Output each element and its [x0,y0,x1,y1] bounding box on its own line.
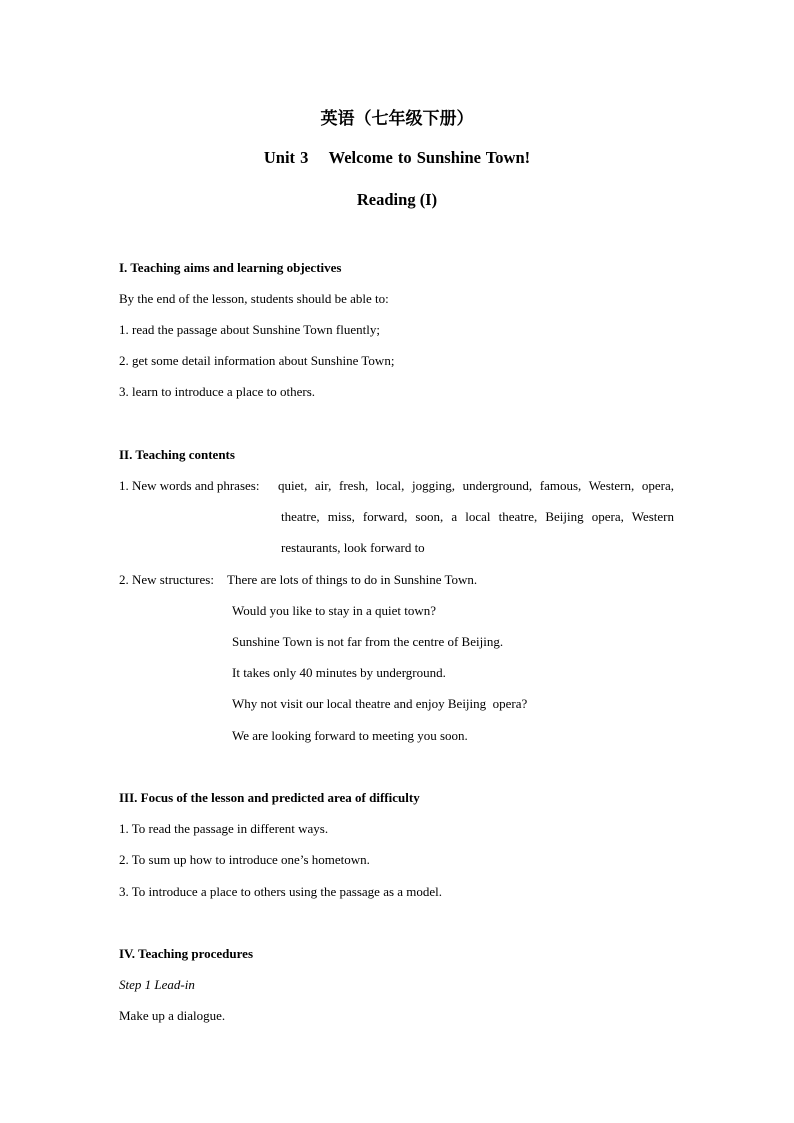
words-label: 1. New words and phrases: [119,478,260,493]
structure-item: There are lots of things to do in Sunshine Town. [227,572,478,587]
section3-heading: III. Focus of the lesson and predicted area of difficulty [119,790,420,805]
section1-item: 1. read the passage about Sunshine Town fluently; [119,322,380,337]
structure-item: We are looking forward to meeting you soon. [232,728,468,743]
section4-heading: IV. Teaching procedures [119,946,254,961]
step-text: Make up a dialogue. [119,1008,226,1023]
section1-item: 3. learn to introduce a place to others. [119,384,316,399]
words-line: quiet, air, fresh, local, jogging, underground, famous, Western, opera, [278,478,674,493]
section1-intro: By the end of the lesson, students should be able to: [119,291,389,306]
structure-item: Sunshine Town is not far from the centre of Beijing. [232,634,504,649]
section1-item: 2. get some detail information about Sunshine Town; [119,353,395,368]
structure-item: It takes only 40 minutes by underground. [232,665,446,680]
subject-title: 英语（七年级下册） [320,109,474,129]
words-line: restaurants, look forward to [281,540,425,555]
unit-title: Unit 3 Welcome to Sunshine Town! [263,148,531,167]
section3-item: 2. To sum up how to introduce one’s hometown. [119,852,370,867]
section3-item: 3. To introduce a place to others using the passage as a model. [119,884,443,899]
structures-label: 2. New structures: [119,572,214,587]
step-title: Step 1 Lead-in [119,977,195,992]
structure-item: Would you like to stay in a quiet town? [232,603,437,618]
section2-heading: II. Teaching contents [119,447,235,462]
section3-item: 1. To read the passage in different ways. [119,821,329,836]
section1-heading: I. Teaching aims and learning objectives [119,260,342,275]
words-line: theatre, miss, forward, soon, a local theatre, Beijing opera, Western [281,509,674,524]
lesson-title: Reading (I) [356,190,438,209]
structure-item: Why not visit our local theatre and enjoy Beijing opera? [232,696,528,711]
